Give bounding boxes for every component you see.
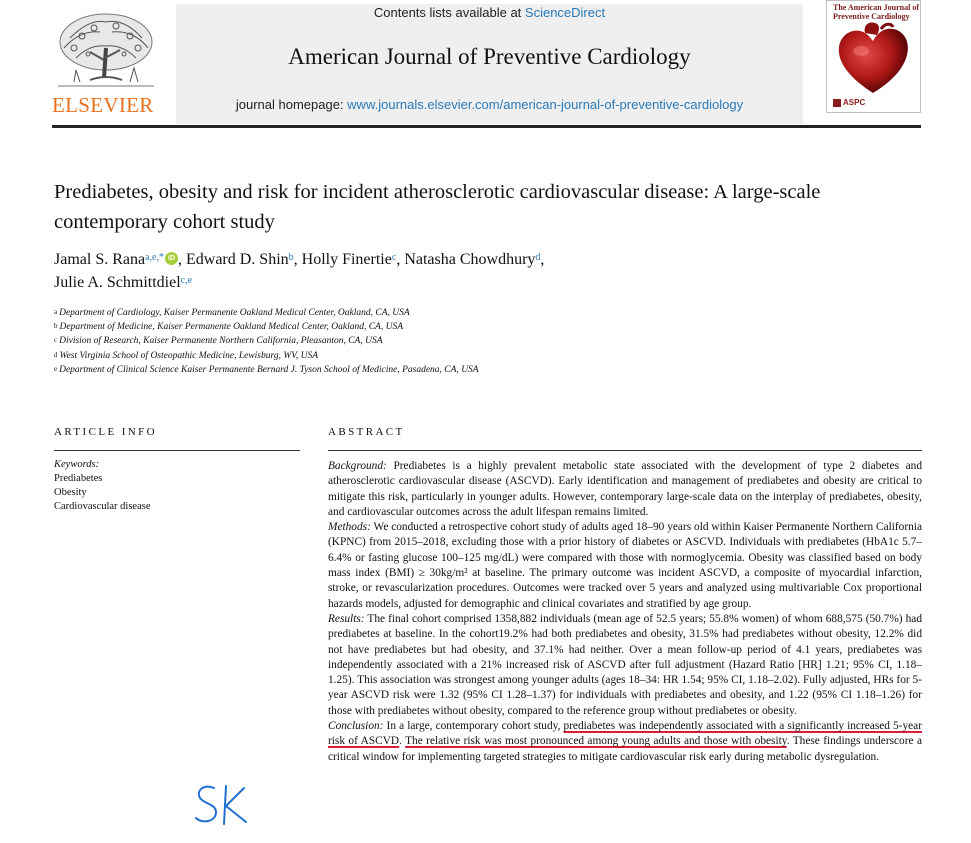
affiliation-item: [54, 306, 754, 320]
affiliation-letter: d: [54, 350, 58, 359]
methods-text: We conducted a retrospective cohort study of adults aged 18–90 years old within Kaiser Permanente Northern California (KPNC) from 2015–2018, excluding those with a prior history of diabetes or ASCVD. Individuals with prediabetes (HbA1c 5.7–6.4% or fasting glucose 100–125 mg/dL) were compared with those with normoglycemia. Obesity was classified based on body mass index (BMI) ≥ 30kg/m² at baseline. The primary outcome was incident ASCVD, a composite of myocardial infarction, stroke, or revascularization procedures. Outcomes were tracked over 5 years and analyzed using multivariable Cox proportional hazards models, adjusted for demographic and clinical covariates and stratified by age group.: [328, 521, 922, 610]
keyword-item[interactable]: Prediabetes: [54, 473, 103, 484]
author-affiliation-marks[interactable]: b: [288, 252, 294, 263]
article-info-divider: [54, 450, 300, 451]
author-affiliation-marks[interactable]: a,e,*: [145, 252, 164, 263]
conclusion-text-mid: .: [399, 735, 406, 748]
abstract-background: [328, 459, 922, 520]
background-text: Prediabetes is a highly prevalent metabolic state associated with the development of type 2 diabetes and atherosclerotic cardiovascular disease (ASCVD). Early identification and management of prediabetes and obesity are critical to mitigate this risk, particularly in younger adults. However, contemporary large-scale data on the interplay of prediabetes, obesity, and cardiovascular outcomes across the adult lifespan remains limited.: [328, 460, 922, 518]
handwritten-initials-sk: [194, 780, 254, 830]
article-title: Prediabetes, obesity and risk for incident atherosclerotic cardiovascular disease: A large-scale contemporary cohort study: [54, 181, 821, 233]
keywords-block: [54, 458, 151, 514]
header-divider: [52, 125, 921, 128]
abstract-heading: ABSTRACT: [328, 426, 405, 438]
abstract-results: [328, 612, 922, 719]
results-label: Results:: [328, 612, 365, 625]
keyword-item[interactable]: Cardiovascular disease: [54, 501, 151, 512]
author-name[interactable]: Natasha Chowdhury: [404, 251, 536, 268]
author-name[interactable]: Edward D. Shin: [185, 251, 289, 268]
affiliation-item: [54, 363, 754, 377]
abstract-conclusion: [328, 719, 922, 765]
article-info-heading: ARTICLE INFO: [54, 426, 157, 438]
background-label: Background:: [328, 460, 387, 472]
heart-illustration-icon: [831, 19, 915, 97]
elsevier-wordmark: ELSEVIER: [52, 93, 154, 117]
conclusion-label: Conclusion:: [328, 720, 384, 733]
orcid-icon[interactable]: iD: [165, 252, 178, 265]
abstract-divider: [328, 450, 922, 451]
journal-homepage-link[interactable]: www.journals.elsevier.com/american-journal-of-preventive-cardiology: [347, 97, 744, 112]
affiliation-item: [54, 320, 754, 334]
results-text: The final cohort comprised 1358,882 individuals (mean age of 52.5 years; 55.8% women) of whom 688,575 (50.7%) had prediabetes at baseline. In the cohort19.2% had both prediabetes and obesity, 31.5% had prediabetes without obesity, 12.2% did not have prediabetes but had obesity, and 37.1% had neither. Over a mean follow-up period of 4.1 years, prediabetes was independently associated with a 21% increased risk of ASCVD after full adjustment (Hazard Ratio [HR] 1.21; 95% CI, 1.18–1.25). This association was strongest among younger adults (ages 18–34: HR 1.54; 95% CI, 1.18–2.02). Fully adjusted, HRs for 5-year ASCVD risk were 1.32 (95% CI 1.28–1.37) for individuals with prediabetes and obesity, and 1.22 (95% CI 1.18–1.26) for those with prediabetes without obesity, compared to the reference group without prediabetes or obesity.: [328, 612, 922, 717]
cover-title: The American Journal of Preventive Cardiology: [833, 3, 919, 21]
affiliation-letter: a: [54, 308, 58, 316]
conclusion-text-pre: In a large, contemporary cohort study,: [383, 720, 564, 733]
affiliation-item: [54, 334, 754, 348]
methods-label: Methods:: [328, 521, 371, 534]
affiliation-text: Department of Cardiology, Kaiser Permanente Oakland Medical Center, Oakland, CA, USA: [59, 308, 410, 318]
journal-header-band: [176, 4, 803, 124]
homepage-label: journal homepage:: [235, 97, 348, 112]
contents-line: [176, 5, 803, 20]
homepage-line: [176, 97, 803, 112]
journal-title: American Journal of Preventive Cardiology: [288, 44, 691, 69]
author-name[interactable]: Jamal S. Rana: [54, 251, 146, 268]
elsevier-tree-logo: [50, 8, 162, 94]
keyword-item[interactable]: Obesity: [54, 487, 87, 498]
affiliation-item: [54, 349, 754, 363]
aspc-logo-icon: [833, 99, 841, 107]
sciencedirect-link[interactable]: ScienceDirect: [524, 5, 606, 20]
author-affiliation-marks[interactable]: c,e: [180, 275, 193, 286]
affiliation-letter: c: [54, 336, 58, 345]
author-name[interactable]: Julie A. Schmittdiel: [54, 274, 181, 291]
affiliation-letter: e: [54, 364, 58, 373]
abstract-methods: [328, 520, 922, 612]
journal-cover-thumbnail[interactable]: [826, 0, 921, 113]
affiliation-text: Department of Medicine, Kaiser Permanente Oakland Medical Center, Oakland, CA, USA: [59, 322, 404, 333]
author-list: Jamal S. Rana$^{a,e,*}$ iD , Edward D. Shin$^b$, Holly Finertie$^c$, Natasha Chowdhury$^d$, Julie A. Schmittdiel$^{c,e}$: [54, 251, 545, 291]
affiliation-text: Department of Clinical Science Kaiser Permanente Bernard J. Tyson School of Medicine, Pasadena, CA, USA: [59, 364, 479, 375]
cover-society: ASPC: [843, 98, 866, 107]
author-affiliation-marks[interactable]: c: [391, 252, 397, 263]
highlighted-finding-1: prediabetes was independently associated with a significantly increased 5-year risk of ASCVD: [328, 720, 922, 748]
conclusion-text-post: . These findings underscore a critical window for implementing targeted strategies to mitigate cardiovascular risk early during metabolic dysregulation.: [328, 735, 922, 763]
affiliation-list: [54, 306, 754, 377]
contents-prefix: Contents lists available at: [373, 5, 525, 20]
highlighted-finding-2: The relative risk was most pronounced among young adults and those with obesity: [405, 735, 787, 748]
author-affiliation-marks[interactable]: d: [535, 252, 541, 263]
abstract-body: [328, 459, 922, 765]
author-name[interactable]: Holly Finertie: [301, 251, 392, 268]
affiliation-text: Division of Research, Kaiser Permanente Northern California, Pleasanton, CA, USA: [59, 336, 383, 347]
affiliation-text: West Virginia School of Osteopathic Medicine, Lewisburg, WV, USA: [59, 350, 318, 361]
keywords-label: Keywords:: [54, 459, 100, 470]
affiliation-letter: b: [54, 322, 58, 331]
